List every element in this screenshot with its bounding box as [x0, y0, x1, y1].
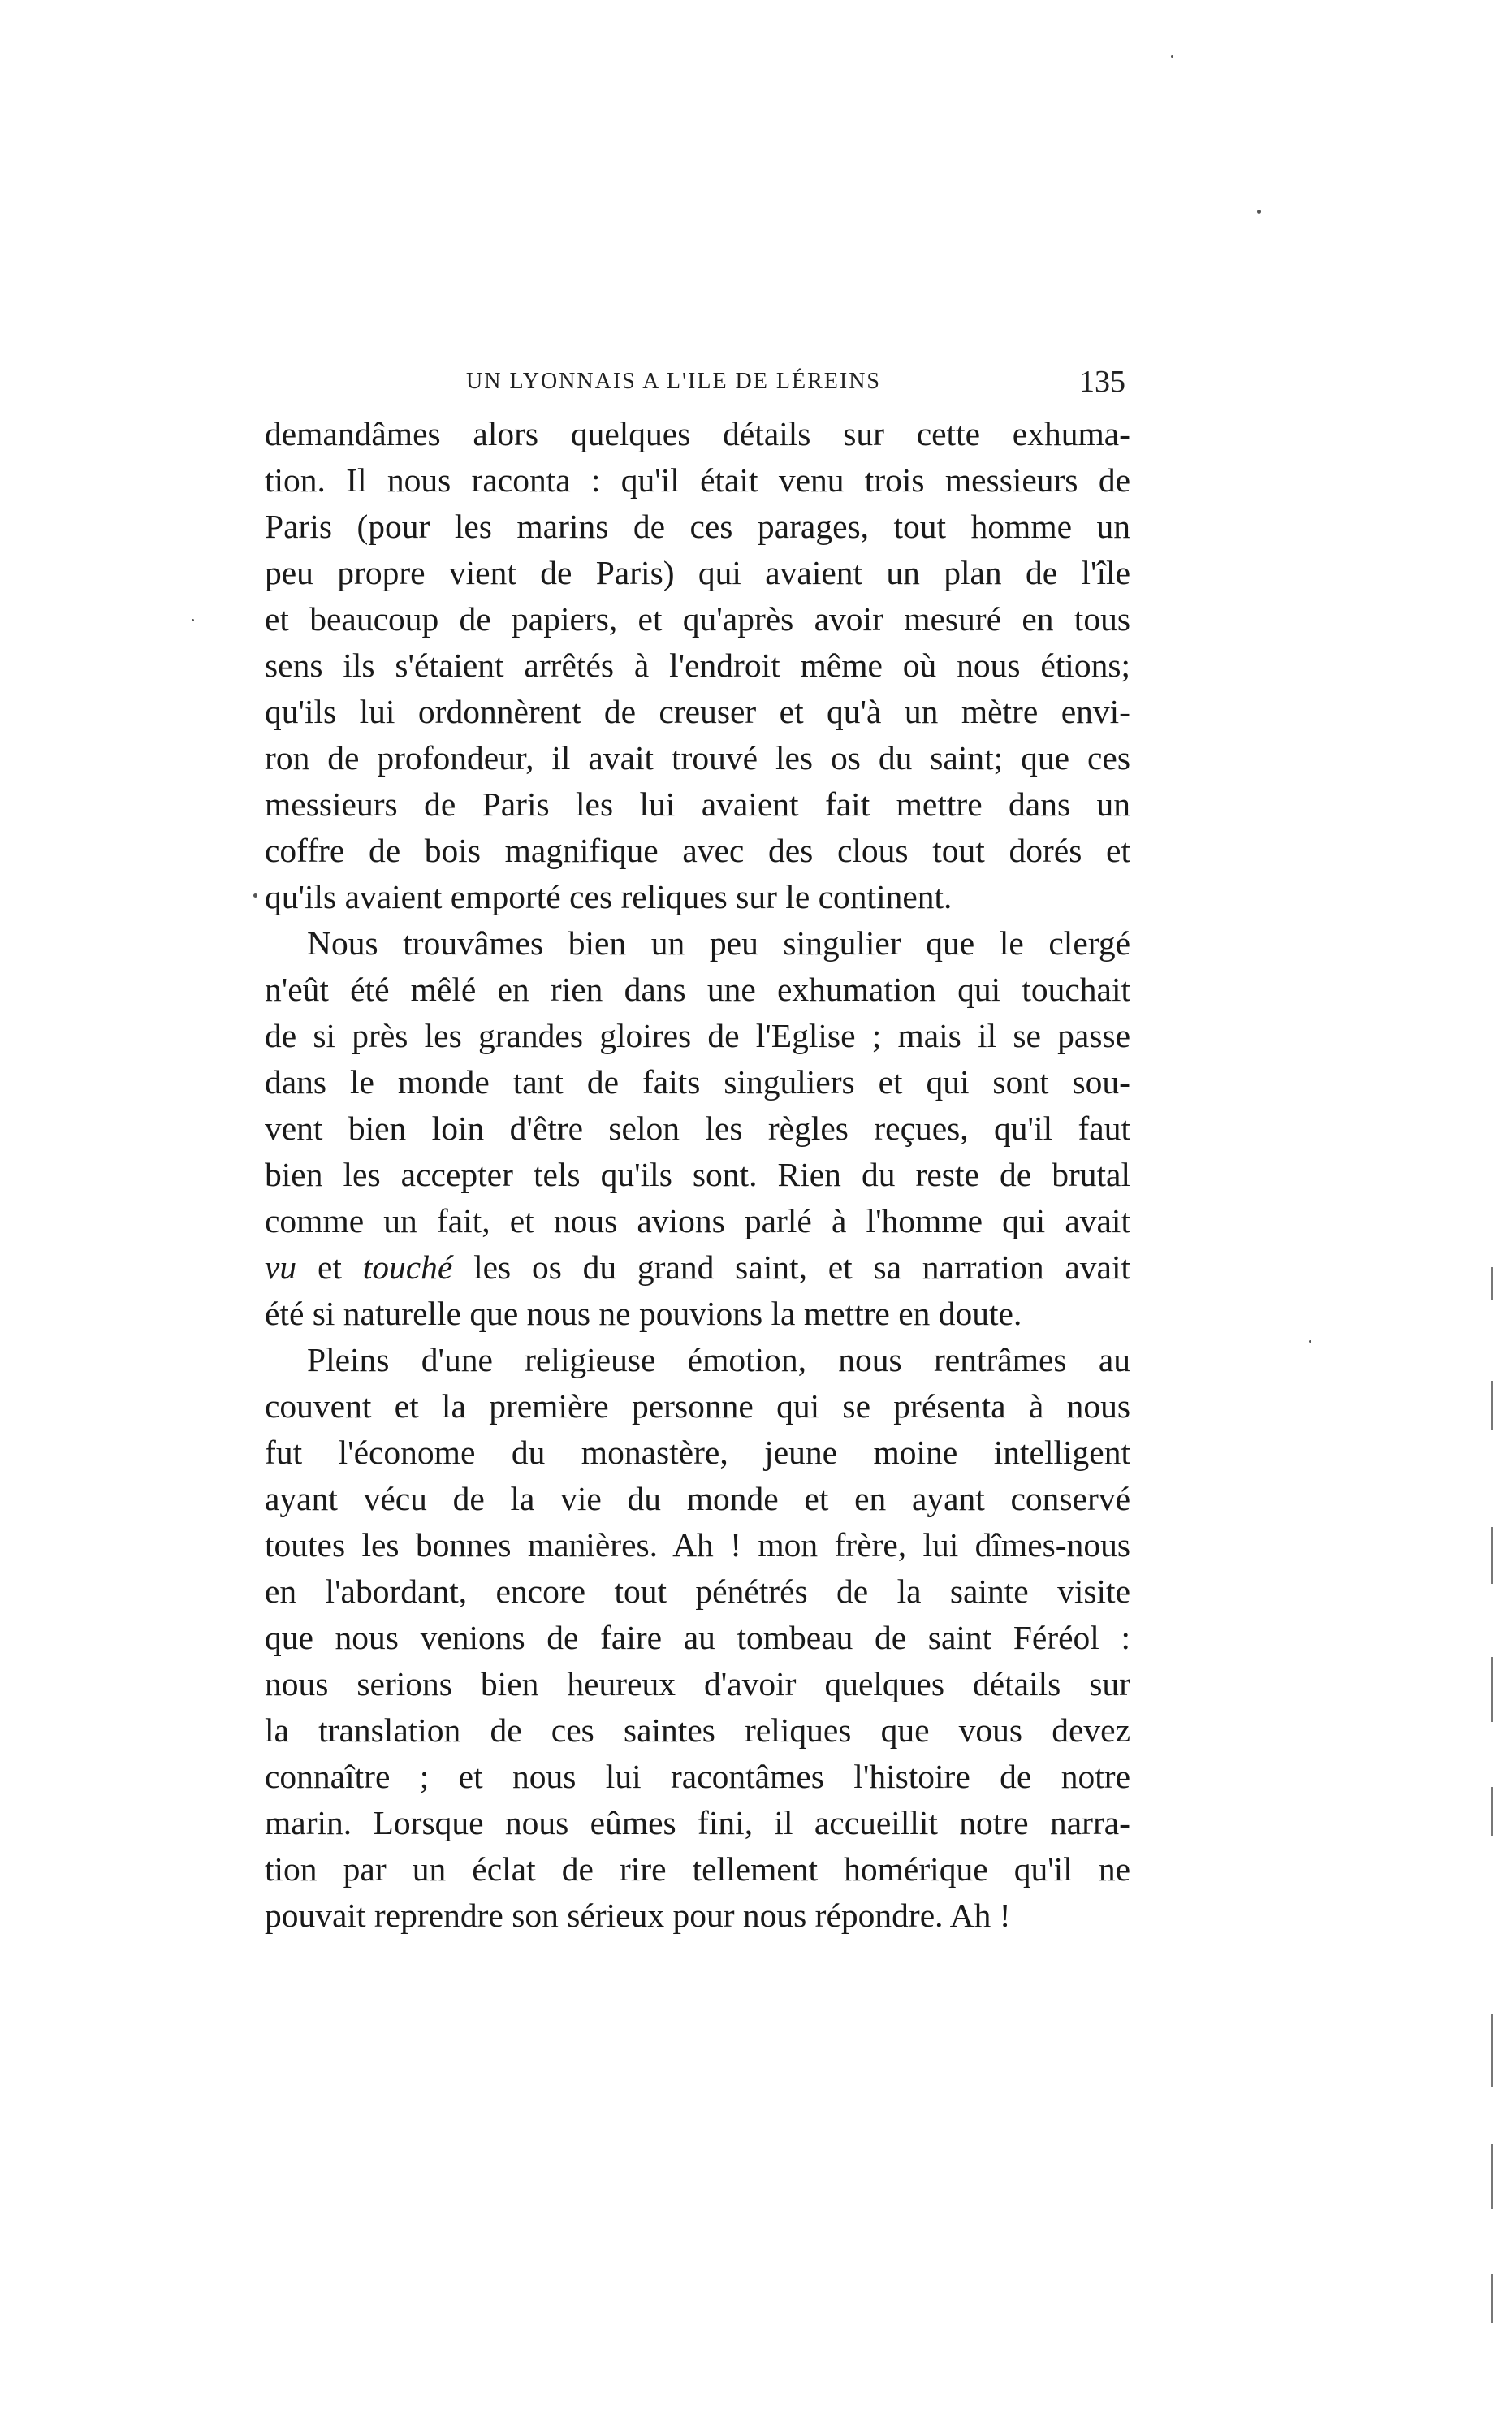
line-segment: et: [296, 1248, 363, 1286]
text-line: été si naturelle que nous ne pouvions la mettre en doute.: [265, 1295, 1022, 1332]
text-line: en l'abordant, encore tout pénétrés de la sainte visite: [265, 1573, 1130, 1610]
gutter-mark: [1491, 2014, 1493, 2087]
gutter-mark: [1491, 2274, 1493, 2323]
gutter-mark: [1491, 1787, 1493, 1836]
gutter-mark: [1491, 1527, 1493, 1584]
text-line: que nous venions de faire au tombeau de saint Féréol :: [265, 1619, 1130, 1656]
text-line-mixed: [265, 1244, 1130, 1291]
scan-speck: [1309, 1340, 1311, 1343]
text-line: Pleins d'une religieuse émotion, nous rentrâmes au: [307, 1341, 1130, 1378]
text-line: la translation de ces saintes reliques que vous devez: [265, 1711, 1130, 1749]
text-line: qu'ils lui ordonnèrent de creuser et qu'à un mètre envi-: [265, 693, 1130, 730]
text-line: coffre de bois magnifique avec des clous tout dorés et: [265, 832, 1130, 869]
text-line: pouvait reprendre son sérieux pour nous répondre. Ah !: [265, 1897, 1011, 1934]
italic-word: vu: [265, 1248, 297, 1286]
text-line: de si près les grandes gloires de l'Eglise ; mais il se passe: [265, 1017, 1130, 1054]
scan-speck: [192, 619, 194, 621]
text-line: n'eût été mêlé en rien dans une exhumation qui touchait: [265, 971, 1130, 1008]
text-line: toutes les bonnes manières. Ah ! mon frère, lui dîmes-nous: [265, 1526, 1130, 1564]
text-line: fut l'économe du monastère, jeune moine intelligent: [265, 1434, 1130, 1471]
running-title: UN LYONNAIS A L'ILE DE LÉREINS: [466, 369, 881, 394]
text-line: nous serions bien heureux d'avoir quelques détails sur: [265, 1665, 1130, 1702]
body-text: [265, 411, 1130, 1939]
text-line: tion. Il nous raconta : qu'il était venu trois messieurs de: [265, 461, 1130, 499]
gutter-mark: [1491, 2144, 1493, 2209]
scan-speck: [1171, 55, 1173, 58]
text-line: couvent et la première personne qui se présenta à nous: [265, 1387, 1130, 1425]
text-line: demandâmes alors quelques détails sur cette exhuma-: [265, 415, 1130, 452]
page-number: 135: [1079, 365, 1125, 399]
text-line: ron de profondeur, il avait trouvé les os du saint; que ces: [265, 739, 1130, 777]
text-line: Nous trouvâmes bien un peu singulier que le clergé: [307, 924, 1130, 962]
text-line: et beaucoup de papiers, et qu'après avoir mesuré en tous: [265, 600, 1130, 638]
text-line: tion par un éclat de rire tellement homérique qu'il ne: [265, 1850, 1130, 1888]
gutter-mark: [1491, 1381, 1493, 1430]
gutter-mark: [1491, 1267, 1493, 1300]
text-line: bien les accepter tels qu'ils sont. Rien du reste de brutal: [265, 1156, 1130, 1193]
text-line: comme un fait, et nous avions parlé à l'homme qui avait: [265, 1202, 1130, 1239]
text-line: sens ils s'étaient arrêtés à l'endroit même où nous étions;: [265, 647, 1130, 684]
text-line: marin. Lorsque nous eûmes fini, il accueillit notre narra-: [265, 1804, 1130, 1841]
text-line: messieurs de Paris les lui avaient fait mettre dans un: [265, 785, 1130, 823]
scan-speck: [253, 893, 257, 898]
text-line: vent bien loin d'être selon les règles reçues, qu'il faut: [265, 1110, 1130, 1147]
text-line: connaître ; et nous lui racontâmes l'histoire de notre: [265, 1758, 1130, 1795]
italic-word: touché: [362, 1248, 453, 1286]
page-header: [265, 354, 1130, 411]
text-line: ayant vécu de la vie du monde et en ayant conservé: [265, 1480, 1130, 1517]
line-segment: les os du grand saint, et sa narration avait: [452, 1248, 1131, 1286]
text-line: qu'ils avaient emporté ces reliques sur le continent.: [265, 878, 953, 915]
scan-speck: [1257, 210, 1261, 214]
text-line: dans le monde tant de faits singuliers et qui sont sou-: [265, 1063, 1130, 1101]
gutter-mark: [1491, 1657, 1493, 1722]
text-line: peu propre vient de Paris) qui avaient un plan de l'île: [265, 554, 1130, 591]
text-line: Paris (pour les marins de ces parages, tout homme un: [265, 508, 1130, 545]
